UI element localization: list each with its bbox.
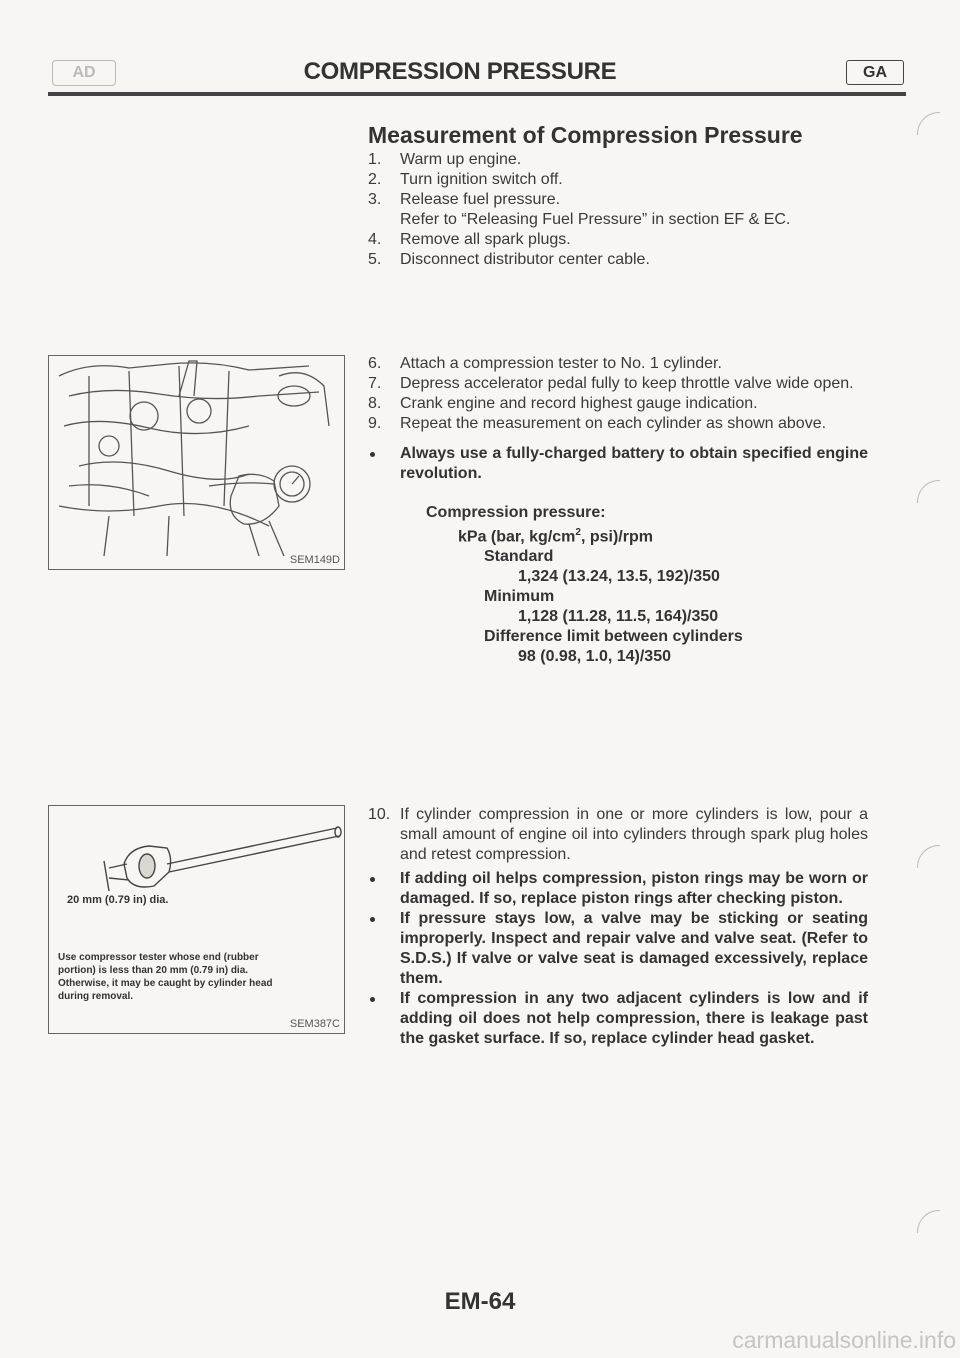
- header-rule: [48, 92, 906, 96]
- steps-6-9: [368, 354, 868, 484]
- tester-hose-illustration: [49, 806, 344, 946]
- spec-standard-value: 1,324 (13.24, 13.5, 192)/350: [518, 568, 720, 586]
- step-10-block: [368, 805, 868, 1049]
- bullet-battery: Always use a fully-charged battery to obtain specified engine revolution.: [368, 444, 868, 484]
- bullet-item: If compression in any two adjacent cylinders is low and if adding oil does not help compression, there is leakage past the gasket surface. If so, replace cylinder head gasket.: [368, 989, 868, 1049]
- list-item: 5. Disconnect distributor center cable.: [368, 251, 650, 268]
- engine-gauge-illustration: [49, 356, 344, 569]
- figure-code: SEM387C: [289, 1018, 340, 1030]
- binder-hole-mark: [917, 1210, 940, 1233]
- engine-code-badge: GA: [846, 60, 904, 85]
- spec-heading: Compression pressure:: [426, 504, 606, 521]
- steps-1-5: [368, 150, 868, 270]
- figure-dimension-label: 20 mm (0.79 in) dia.: [67, 894, 169, 906]
- bullet-item: If adding oil helps compression, piston rings may be worn or damaged. If so, replace piston rings after checking piston.: [368, 869, 868, 909]
- list-item: 9. Repeat the measurement on each cylinder as shown above.: [368, 415, 827, 432]
- spec-difference-label: Difference limit between cylinders: [484, 628, 743, 646]
- spec-minimum-label: Minimum: [484, 588, 555, 606]
- binder-hole-mark: [917, 845, 940, 868]
- bullet-item: If pressure stays low, a valve may be sticking or seating improperly. Inspect and repair valve and valve seat. (Refer to S.D.S.) If valve or valve seat is damaged excessively, replace them.: [368, 909, 868, 989]
- header-left-badge: AD: [52, 60, 116, 86]
- list-item: 7. Depress accelerator pedal fully to keep throttle valve wide open.: [368, 375, 854, 392]
- spec-minimum-value: 1,128 (11.28, 11.5, 164)/350: [518, 608, 719, 626]
- list-item: 3. Release fuel pressure. Refer to “Releasing Fuel Pressure” in section EF & EC.: [368, 190, 868, 230]
- figure-compression-tester-end: [48, 805, 345, 1034]
- figure-code: SEM149D: [289, 554, 340, 566]
- spec-unit: kPa (bar, $kg/cm^2$, psi)/rpm: [458, 527, 653, 546]
- bullet-dot: [370, 877, 375, 882]
- section-title: Measurement of Compression Pressure: [368, 122, 803, 148]
- bullet-dot: [370, 917, 375, 922]
- list-item: 6. Attach a compression tester to No. 1 cylinder.: [368, 355, 722, 372]
- list-item: 10. If cylinder compression in one or more cylinders is low, pour a small amount of engine oil into cylinders through spark plug holes and retest compression.: [368, 806, 868, 863]
- figure-compression-tester-on-engine: [48, 355, 345, 570]
- spec-difference-value: 98 (0.98, 1.0, 14)/350: [518, 648, 671, 666]
- spec-standard-label: Standard: [484, 548, 554, 566]
- page-number: EM-64: [444, 1288, 516, 1315]
- list-item: 8. Crank engine and record highest gauge indication.: [368, 395, 758, 412]
- bullet-dot: [370, 452, 375, 457]
- list-item: 1. Warm up engine.: [368, 151, 522, 168]
- watermark: carmanualsonline.info: [732, 1327, 956, 1353]
- binder-hole-mark: [917, 480, 940, 503]
- list-item: 2. Turn ignition switch off.: [368, 171, 563, 188]
- page-header-title: COMPRESSION PRESSURE: [303, 58, 617, 85]
- compression-spec-block: [426, 503, 743, 667]
- step-subnote: Refer to “Releasing Fuel Pressure” in section EF & EC.: [400, 211, 791, 228]
- list-item: 4. Remove all spark plugs.: [368, 231, 571, 248]
- bullet-dot: [370, 997, 375, 1002]
- figure-note: Use compressor tester whose end (rubber portion) is less than 20 mm (0.79 in) dia. Otherwise, it may be caught by cylinder head during removal.: [58, 952, 273, 1002]
- binder-hole-mark: [917, 112, 940, 135]
